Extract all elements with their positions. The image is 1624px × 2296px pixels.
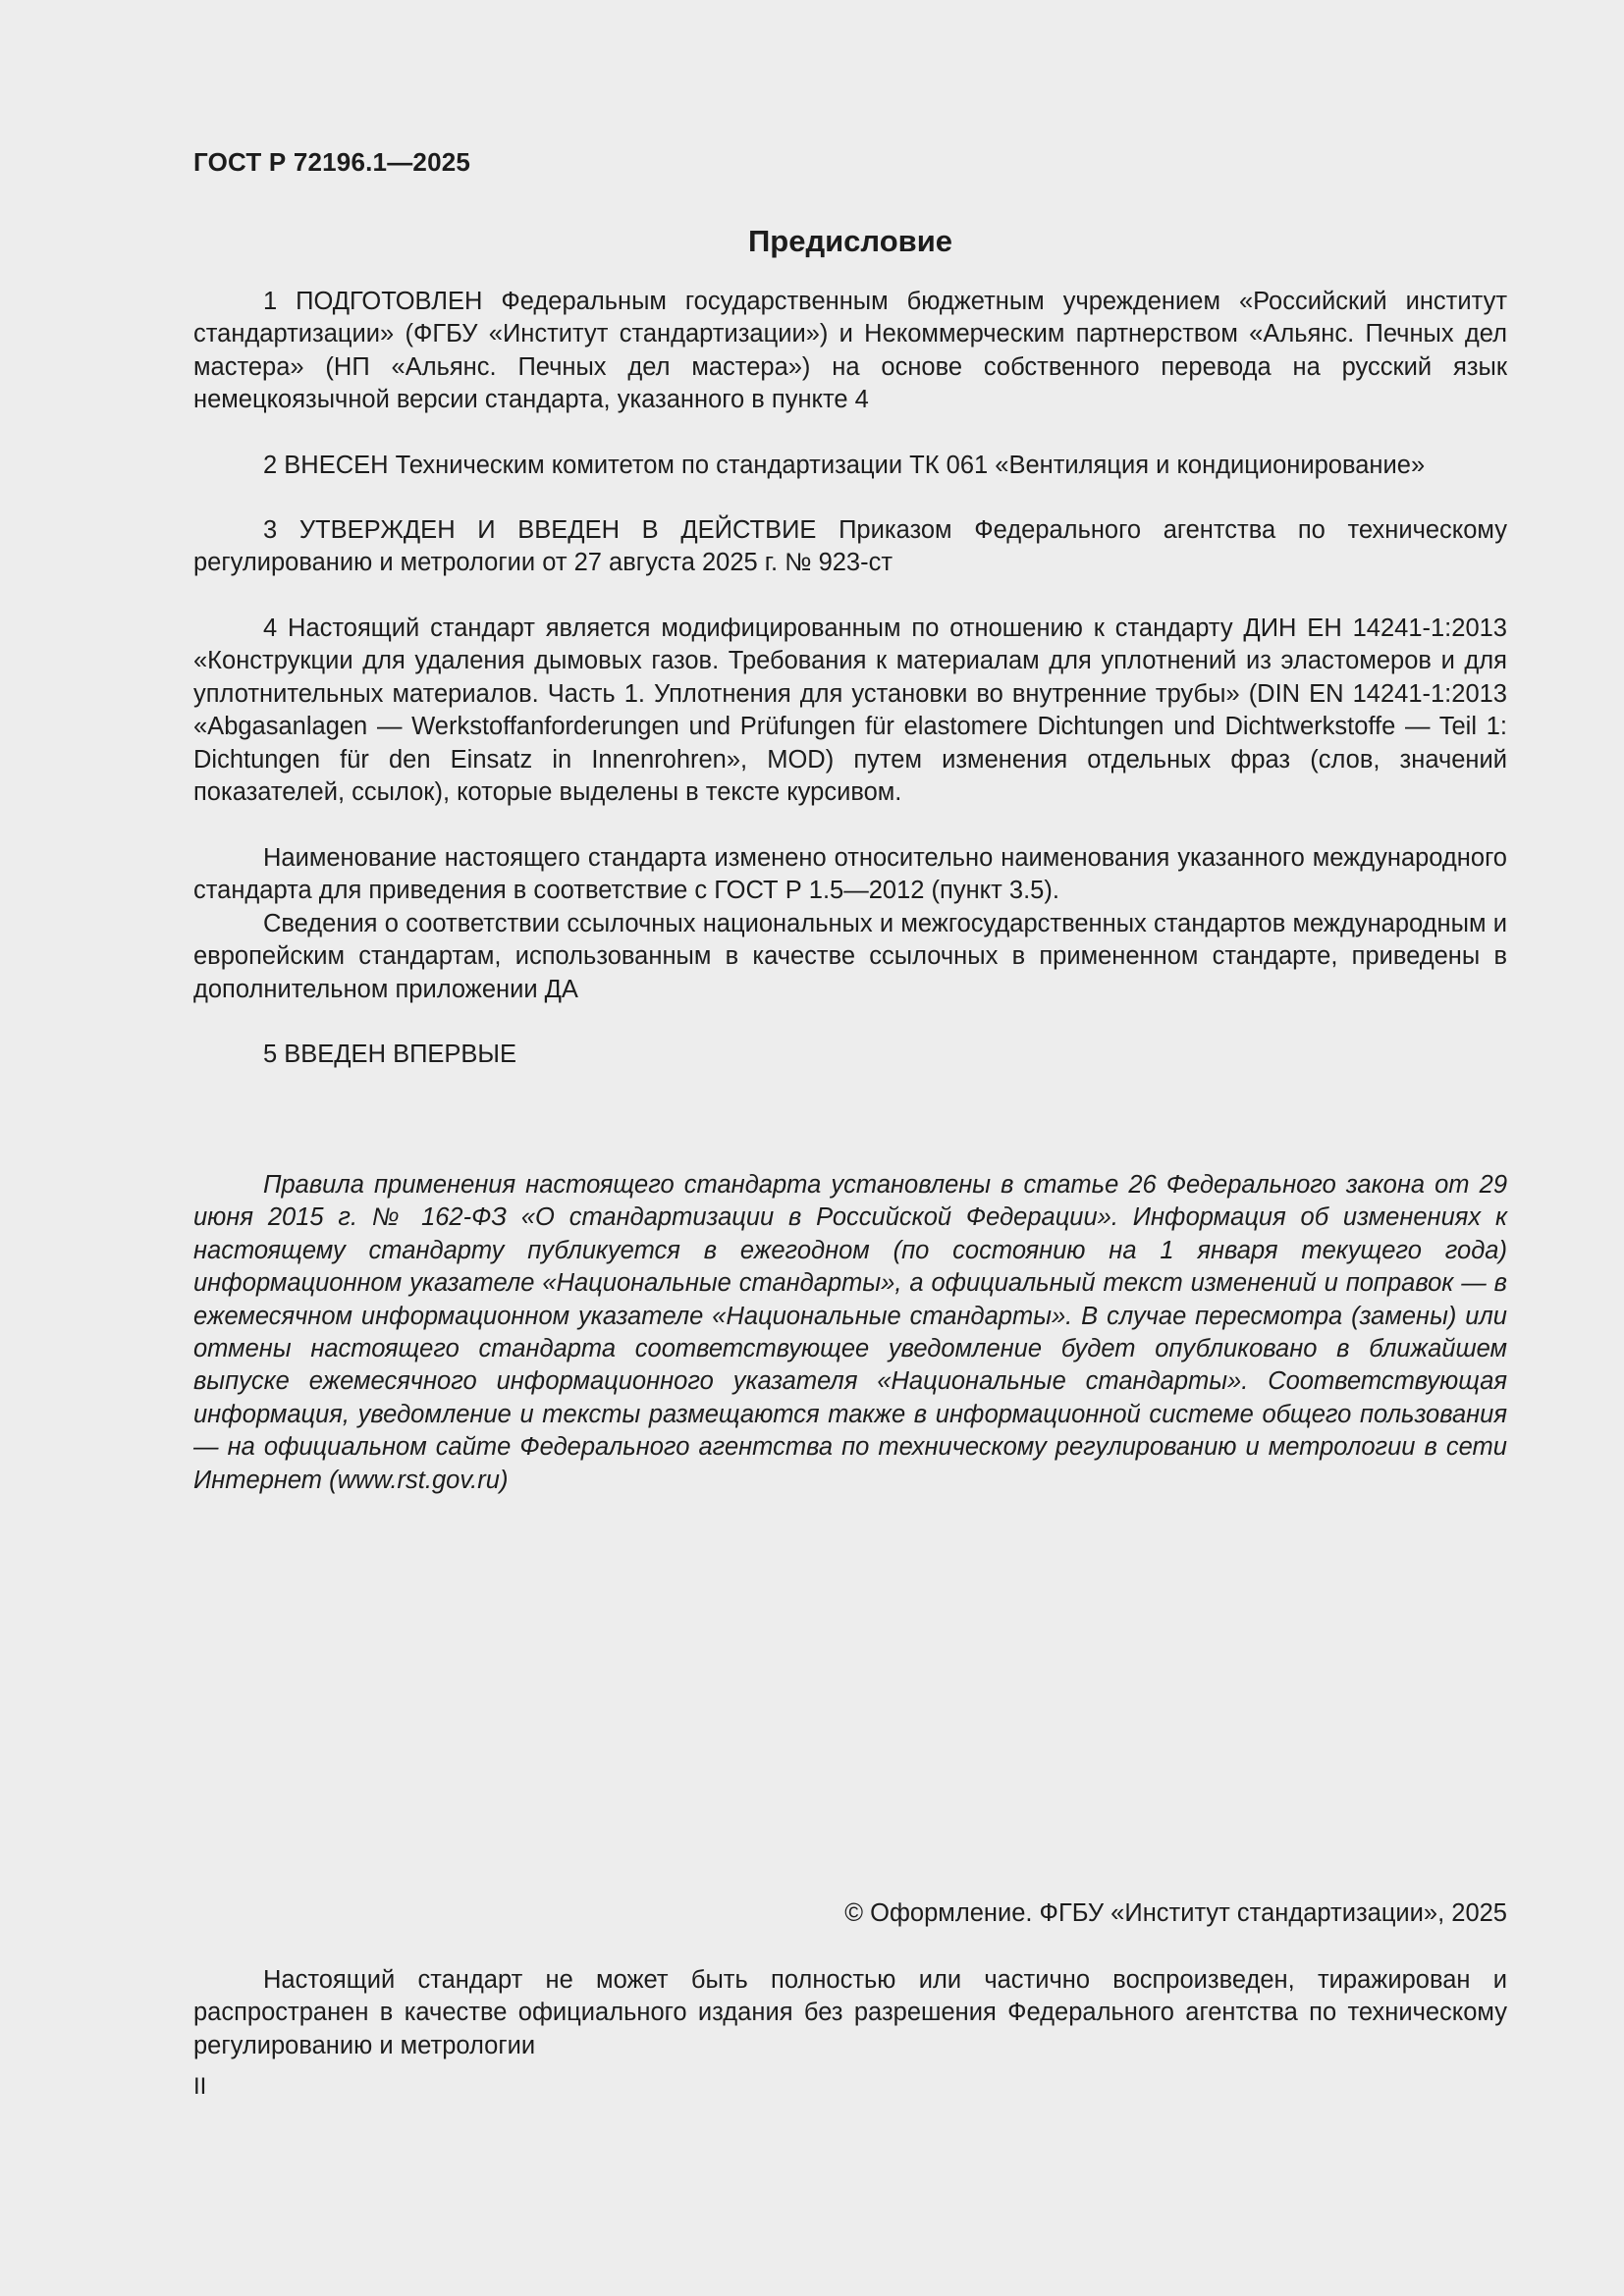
- preface-item-1: 1 ПОДГОТОВЛЕН Федеральным государственным бюджетным учреждением «Российский институт стандартизации» (ФГБУ «Институт стандартизации») и Некоммерческим партнерством «Альянс. Печных дел мастера» (НП «Альянс. Печных дел мастера») на основе собственного перевода на русский язык немецкоязычной версии стандарта, указанного в пункте 4: [193, 288, 1507, 414]
- document-page: [193, 0, 1507, 2296]
- preface-item-4: 4 Настоящий стандарт является модифицированным по отношению к стандарту ДИН ЕН 14241-1:2013 «Конструкции для удаления дымовых газов. Требования к материалам для уплотнений из эластомеров и для уплотнительных материалов. Часть 1. Уплотнения для установки во внутренние трубы» (DIN EN 14241-1:2013 «Abgasanlagen — Werkstoffanforderungen und Prüfungen für elastomere Dichtungen und Dichtwerkstoffe — Teil 1: Dichtungen für den Einsatz in Innenrohren», MOD) путем изменения отдельных фраз (слов, значений показателей, ссылок), которые выделены в тексте курсивом.: [193, 614, 1507, 807]
- page-title: Предисловие: [747, 224, 952, 258]
- page-number: II: [193, 2073, 207, 2100]
- preface-item-3: 3 УТВЕРЖДЕН И ВВЕДЕН В ДЕЙСТВИЕ Приказом Федерального агентства по техническому регулированию и метрологии от 27 августа 2025 г. № 923-ст: [193, 516, 1507, 577]
- preface-item-2: 2 ВНЕСЕН Техническим комитетом по стандартизации ТК 061 «Вентиляция и кондиционирование»: [263, 452, 1426, 479]
- preface-item-5: 5 ВВЕДЕН ВПЕРВЫЕ: [263, 1041, 517, 1068]
- reproduction-notice: Настоящий стандарт не может быть полностью или частично воспроизведен, тиражирован и распространен в качестве официального издания без разрешения Федерального агентства по техническому регулированию и метрологии: [193, 1966, 1507, 2059]
- preface-item-4-name-note: Наименование настоящего стандарта изменено относительно наименования указанного международного стандарта для приведения в соответствие с ГОСТ Р 1.5—2012 (пункт 3.5).: [193, 844, 1507, 905]
- copyright-line: © Оформление. ФГБУ «Институт стандартизации», 2025: [844, 1899, 1507, 1927]
- preface-item-4-references-note: Сведения о соответствии ссылочных национальных и межгосударственных стандартов международным и европейским стандартам, использованным в качестве ссылочных в примененном стандарте, приведены в дополнительном приложении ДА: [193, 910, 1507, 1003]
- document-code: ГОСТ Р 72196.1—2025: [193, 147, 471, 177]
- rules-of-application-notice: Правила применения настоящего стандарта установлены в статье 26 Федерального закона от 29 июня 2015 г. № 162-ФЗ «О стандартизации в Российской Федерации». Информация об изменениях к настоящему стандарту публикуется в ежегодном (по состоянию на 1 января текущего года) информационном указателе «Национальные стандарты», а официальный текст изменений и поправок — в ежемесячном информационном указателе «Национальные стандарты». В случае пересмотра (замены) или отмены настоящего стандарта соответствующее уведомление будет опубликовано в ближайшем выпуске ежемесячного информационного указателя «Национальные стандарты». Соответствующая информация, уведомление и тексты размещаются также в информационной системе общего пользования — на официальном сайте Федерального агентства по техническому регулированию и метрологии в сети Интернет (www.rst.gov.ru): [193, 1171, 1507, 1494]
